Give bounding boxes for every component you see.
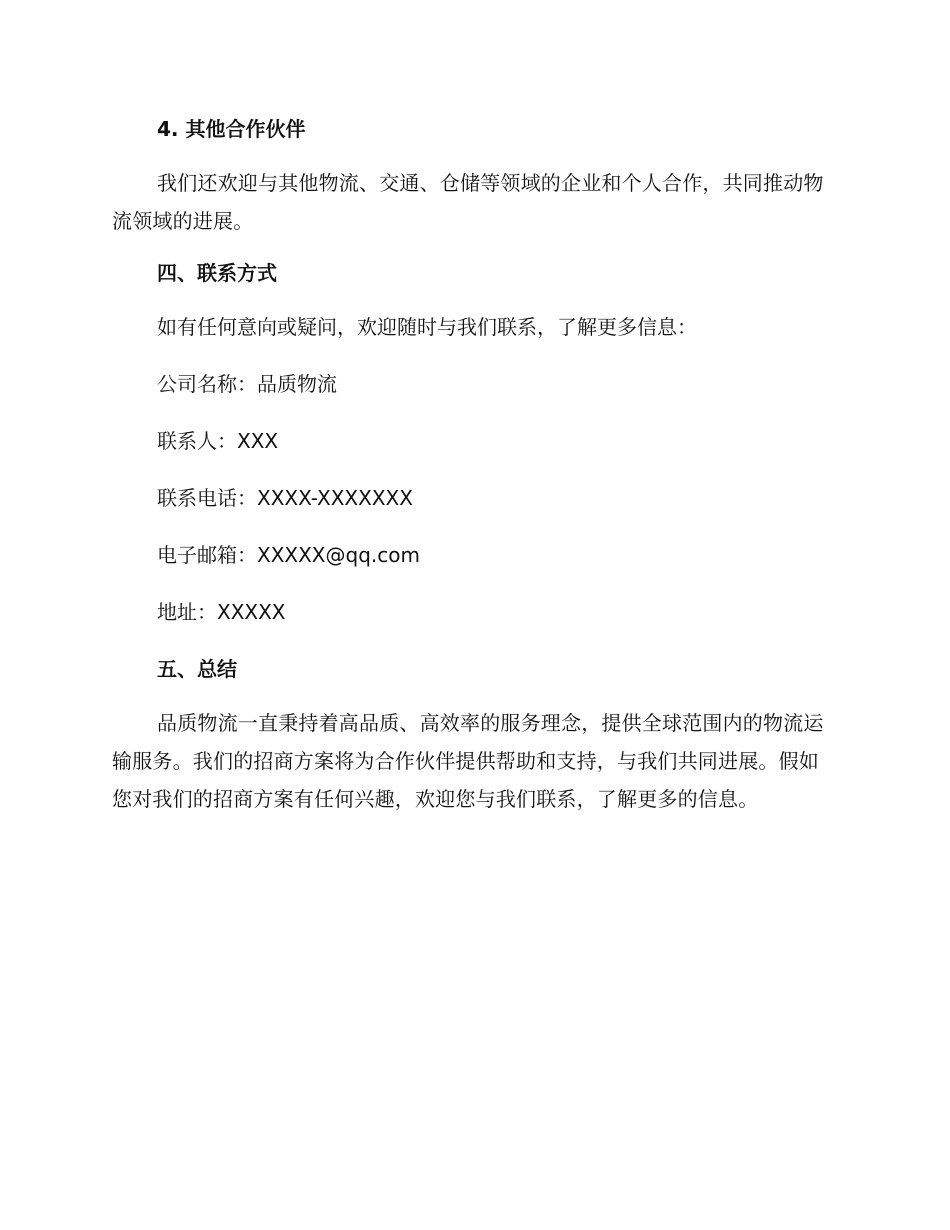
heading-contact: 四、联系方式 bbox=[157, 261, 277, 285]
contact-company: 公司名称：品质物流 bbox=[157, 372, 337, 396]
contact-address: 地址：XXXXX bbox=[157, 600, 286, 624]
contact-intro: 如有任何意向或疑问，欢迎随时与我们联系，了解更多信息： bbox=[157, 315, 697, 339]
contact-phone: 联系电话：XXXX-XXXXXXX bbox=[157, 486, 413, 510]
heading-other-partners: 4. 其他合作伙伴 bbox=[157, 117, 306, 141]
paragraph-other-partners: 我们还欢迎与其他物流、交通、仓储等领域的企业和个人合作，共同推动物流领域的进展。 bbox=[112, 171, 824, 233]
contact-person: 联系人：XXX bbox=[157, 429, 279, 453]
paragraph-summary: 品质物流一直秉持着高品质、高效率的服务理念，提供全球范围内的物流运输服务。我们的招商方案将为合作伙伴提供帮助和支持，与我们共同进展。假如您对我们的招商方案有任何兴趣，欢迎您与我们联系，了解更多的信息。 bbox=[112, 711, 824, 811]
heading-summary: 五、总结 bbox=[157, 657, 237, 681]
contact-email: 电子邮箱：XXXXX@qq.com bbox=[157, 543, 420, 567]
